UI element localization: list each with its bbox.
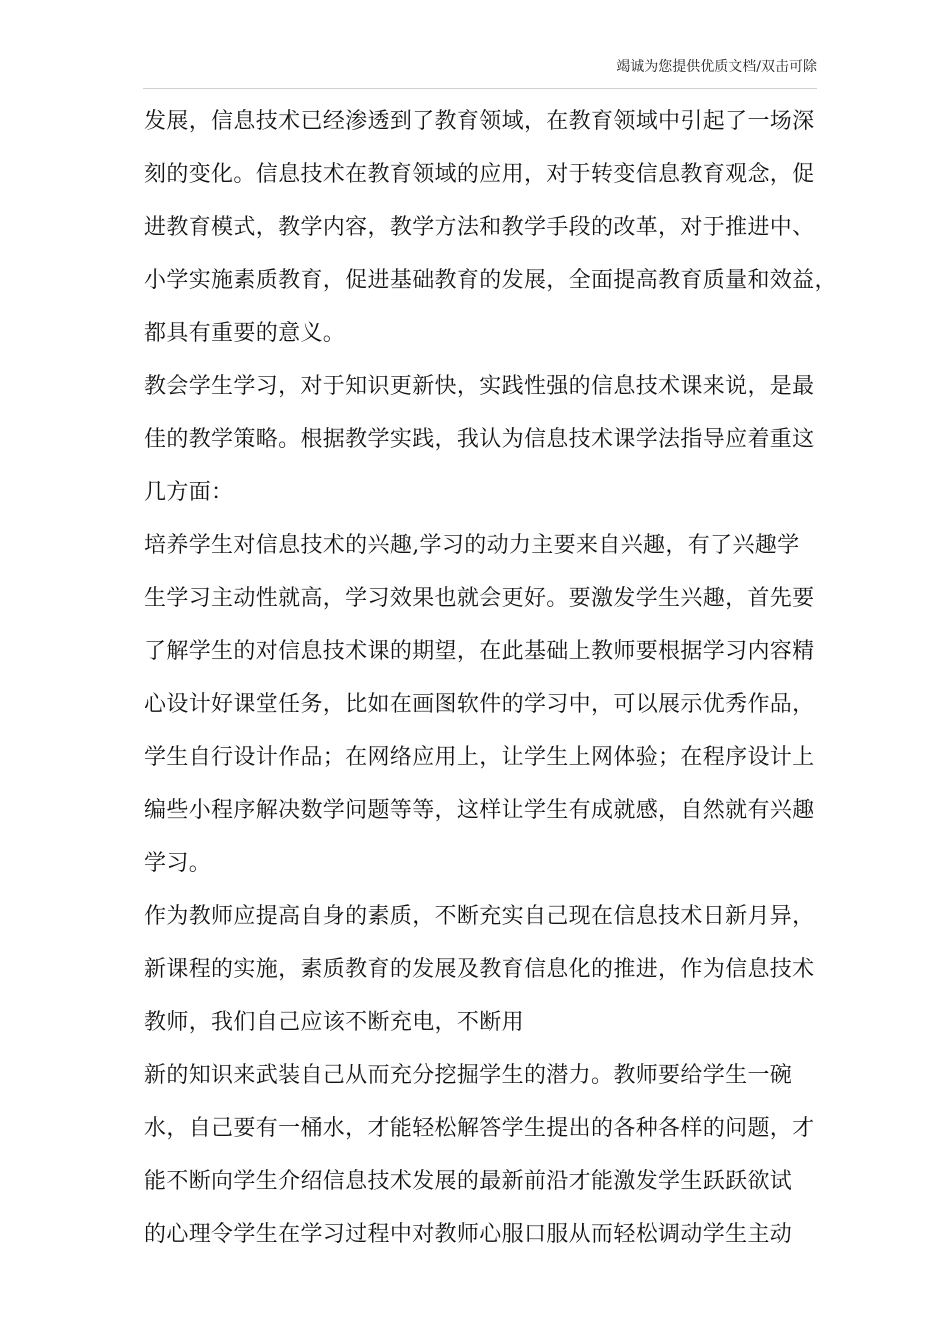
text-line: 作为教师应提高自身的素质，不断充实自己现在信息技术日新月异， [144,904,815,929]
text-line: 生学习主动性就高，学习效果也就会更好。要激发学生兴趣，首先要 [144,586,815,611]
text-line: 佳的教学策略。根据教学实践，我认为信息技术课学法指导应着重这 [144,427,815,452]
text-line: 教会学生学习，对于知识更新快，实践性强的信息技术课来说，是最 [144,374,815,399]
text-line: 都具有重要的意义。 [144,321,346,346]
text-line: 能不断向学生介绍信息技术发展的最新前沿才能激发学生跃跃欲试 [144,1169,793,1194]
header-note: 竭诚为您提供优质文档/双击可除 [616,59,817,75]
body-text [144,105,837,1271]
text-line: 编些小程序解决数学问题等等，这样让学生有成就感，自然就有兴趣 [144,798,815,823]
text-line: 小学实施素质教育，促进基础教育的发展，全面提高教育质量和效益， [144,268,837,293]
text-line: 刻的变化。信息技术在教育领域的应用，对于转变信息教育观念，促 [144,162,815,187]
text-line: 进教育模式，教学内容，教学方法和教学手段的改革，对于推进中、 [144,215,815,240]
text-line: 几方面： [144,480,234,505]
text-line: 新课程的实施，素质教育的发展及教育信息化的推进，作为信息技术 [144,957,815,982]
text-line: 了解学生的对信息技术课的期望，在此基础上教师要根据学习内容精 [144,639,815,664]
text-line: 的心理令学生在学习过程中对教师心服口服从而轻松调动学生主动 [144,1222,793,1247]
text-line: 学习。 [144,851,212,876]
text-line: 心设计好课堂任务，比如在画图软件的学习中，可以展示优秀作品， [144,692,815,717]
text-line: 教师，我们自己应该不断充电，不断用 [144,1010,524,1035]
text-line: 学生自行设计作品；在网络应用上，让学生上网体验；在程序设计上 [144,745,815,770]
text-line: 新的知识来武装自己从而充分挖掘学生的潜力。教师要给学生一碗 [144,1063,793,1088]
text-line: 培养学生对信息技术的兴趣,学习的动力主要来自兴趣，有了兴趣学 [144,533,800,558]
text-line: 发展，信息技术已经渗透到了教育领域，在教育领域中引起了一场深 [144,109,815,134]
text-line: 水，自己要有一桶水，才能轻松解答学生提出的各种各样的问题，才 [144,1116,815,1141]
header-divider [143,88,817,89]
